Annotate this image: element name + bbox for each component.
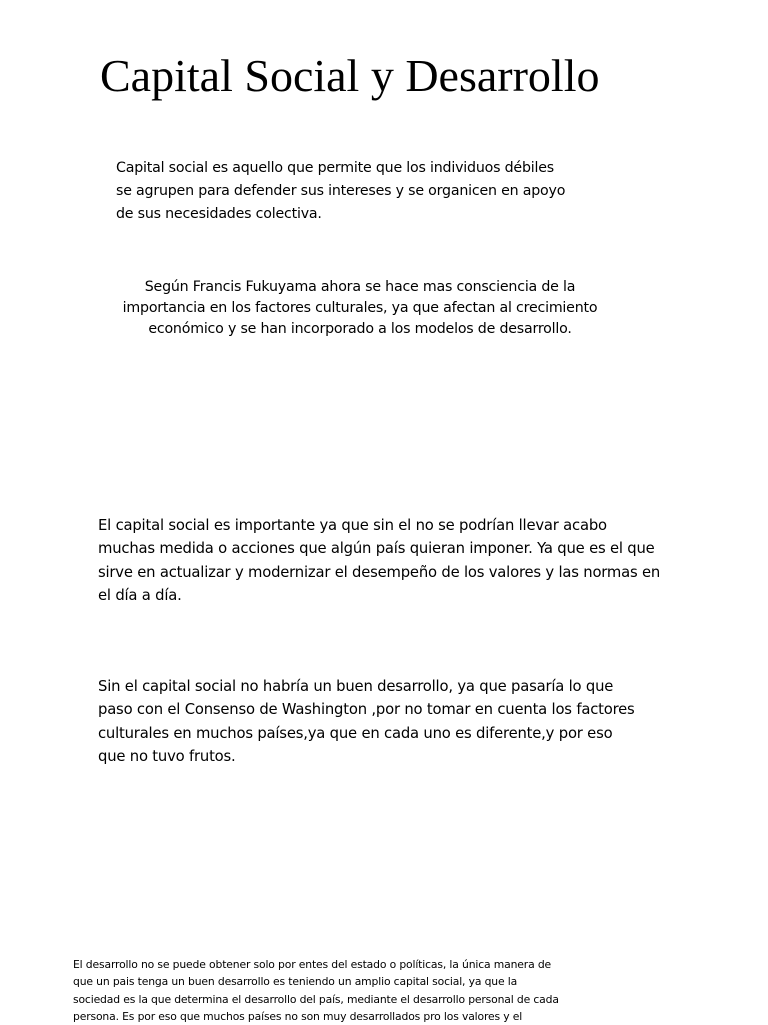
page-title: Capital Social y Desarrollo (100, 50, 600, 101)
text-line: Según Francis Fukuyama ahora se hace mas consciencia de la (144, 279, 576, 295)
text-line: el día a día. (98, 587, 182, 605)
text-line: se agrupen para defender sus intereses y se organicen en apoyo (116, 183, 566, 199)
text-line: Capital social es aquello que permite que los individuos débiles (116, 160, 554, 176)
paragraph-washington-consensus (98, 675, 635, 769)
text-line: culturales en muchos países,ya que en cada uno es diferente,y por eso (98, 724, 613, 742)
text-line: El capital social es importante ya que sin el no se podrían llevar acabo (98, 517, 607, 534)
text-line: muchas medida o acciones que algún país quieran imponer. Ya que es el que (98, 540, 655, 558)
text-line: Sin el capital social no habría un buen desarrollo, ya que pasaría lo que (98, 678, 614, 695)
text-line: de sus necesidades colectiva. (116, 206, 322, 222)
text-line: que un pais tenga un buen desarrollo es teniendo un amplio capital social, ya que la (73, 975, 518, 989)
text-line: persona. Es por eso que muchos países no son muy desarrollados pro los valores y el (73, 1009, 523, 1023)
text-line: El desarrollo no se puede obtener solo por entes del estado o políticas, la única manera de (73, 958, 552, 971)
text-line: importancia en los factores culturales, ya que afectan al crecimiento (122, 300, 598, 316)
paragraph-fukuyama (80, 277, 640, 340)
text-line: paso con el Consenso de Washington ,por no tomar en cuenta los factores (98, 701, 635, 719)
text-line: sirve en actualizar y modernizar el desempeño de los valores y las normas en (98, 563, 661, 581)
text-line: económico y se han incorporado a los modelos de desarrollo. (148, 321, 572, 337)
paragraph-importance (98, 514, 660, 608)
text-line: sociedad es la que determina el desarrollo del país, mediante el desarrollo personal de cada (73, 992, 559, 1006)
paragraph-conclusion (73, 956, 559, 1025)
text-line: que no tuvo frutos. (98, 748, 236, 766)
paragraph-definition (116, 157, 565, 226)
